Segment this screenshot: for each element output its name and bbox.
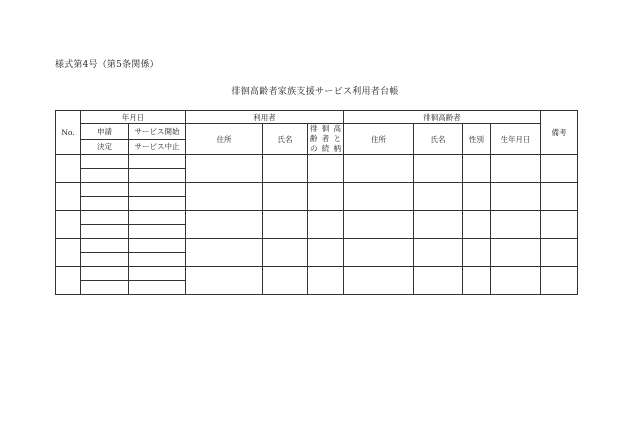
apply-date-cell: [81, 239, 129, 253]
decision-date-cell: [81, 169, 129, 183]
decision-date-cell: [81, 225, 129, 239]
relation-cell: [308, 183, 344, 211]
header-user-address: 住所: [186, 124, 263, 155]
remarks-cell: [541, 267, 578, 295]
table-row: [56, 155, 578, 169]
header-apply: 申請: [81, 124, 129, 140]
header-elder-sex: 性別: [463, 124, 491, 155]
user-name-cell: [263, 239, 308, 267]
elder-address-cell: [344, 239, 414, 267]
user-name-cell: [263, 183, 308, 211]
user-address-cell: [186, 267, 263, 295]
remarks-cell: [541, 155, 578, 183]
remarks-cell: [541, 239, 578, 267]
decision-date-cell: [81, 197, 129, 211]
elder-address-cell: [344, 267, 414, 295]
header-no: No.: [56, 111, 81, 155]
header-relation-line: の 続 柄: [310, 144, 342, 153]
elder-birth-cell: [491, 155, 541, 183]
apply-date-cell: [81, 183, 129, 197]
apply-date-cell: [81, 211, 129, 225]
header-elder-group: 徘徊高齢者: [344, 111, 541, 124]
service-stop-date-cell: [129, 169, 186, 183]
elder-sex-cell: [463, 267, 491, 295]
user-name-cell: [263, 155, 308, 183]
elder-sex-cell: [463, 183, 491, 211]
header-relation: [308, 124, 344, 155]
elder-sex-cell: [463, 239, 491, 267]
elder-birth-cell: [491, 267, 541, 295]
elder-birth-cell: [491, 183, 541, 211]
apply-date-cell: [81, 267, 129, 281]
user-name-cell: [263, 267, 308, 295]
no-cell: [56, 183, 81, 211]
elder-address-cell: [344, 211, 414, 239]
header-relation-line: 齢 者 と: [310, 134, 342, 143]
header-elder-birth: 生年月日: [491, 124, 541, 155]
service-start-date-cell: [129, 267, 186, 281]
service-stop-date-cell: [129, 225, 186, 239]
elder-birth-cell: [491, 239, 541, 267]
service-start-date-cell: [129, 239, 186, 253]
elder-name-cell: [414, 183, 463, 211]
table-row: [56, 267, 578, 281]
no-cell: [56, 239, 81, 267]
header-elder-address: 住所: [344, 124, 414, 155]
elder-address-cell: [344, 183, 414, 211]
elder-name-cell: [414, 239, 463, 267]
no-cell: [56, 155, 81, 183]
relation-cell: [308, 239, 344, 267]
remarks-cell: [541, 183, 578, 211]
user-address-cell: [186, 155, 263, 183]
elder-name-cell: [414, 267, 463, 295]
elder-sex-cell: [463, 155, 491, 183]
user-name-cell: [263, 211, 308, 239]
service-start-date-cell: [129, 155, 186, 169]
decision-date-cell: [81, 253, 129, 267]
header-service-start: サービス開始: [129, 124, 186, 140]
service-start-date-cell: [129, 211, 186, 225]
remarks-cell: [541, 211, 578, 239]
service-stop-date-cell: [129, 197, 186, 211]
user-ledger-table: [55, 110, 578, 295]
relation-cell: [308, 267, 344, 295]
decision-date-cell: [81, 281, 129, 295]
header-relation-line: 徘 徊 高: [310, 124, 342, 133]
header-date-group: 年月日: [81, 111, 186, 124]
user-address-cell: [186, 239, 263, 267]
header-elder-name: 氏名: [414, 124, 463, 155]
header-user-name: 氏名: [263, 124, 308, 155]
apply-date-cell: [81, 155, 129, 169]
ledger-body: [56, 155, 578, 295]
no-cell: [56, 267, 81, 295]
relation-cell: [308, 155, 344, 183]
user-address-cell: [186, 211, 263, 239]
user-address-cell: [186, 183, 263, 211]
elder-address-cell: [344, 155, 414, 183]
header-decision: 決定: [81, 139, 129, 155]
service-stop-date-cell: [129, 281, 186, 295]
elder-birth-cell: [491, 211, 541, 239]
relation-cell: [308, 211, 344, 239]
no-cell: [56, 211, 81, 239]
table-row: [56, 211, 578, 225]
document-title: 徘徊高齢者家族支援サービス利用者台帳: [231, 87, 399, 97]
header-service-stop: サービス中止: [129, 139, 186, 155]
service-stop-date-cell: [129, 253, 186, 267]
elder-name-cell: [414, 155, 463, 183]
table-row: [56, 239, 578, 253]
header-user-group: 利用者: [186, 111, 344, 124]
elder-name-cell: [414, 211, 463, 239]
service-start-date-cell: [129, 183, 186, 197]
header-remarks: 備考: [541, 111, 578, 155]
table-row: [56, 183, 578, 197]
form-number-label: 様式第4号（第5条関係）: [55, 60, 159, 70]
elder-sex-cell: [463, 211, 491, 239]
